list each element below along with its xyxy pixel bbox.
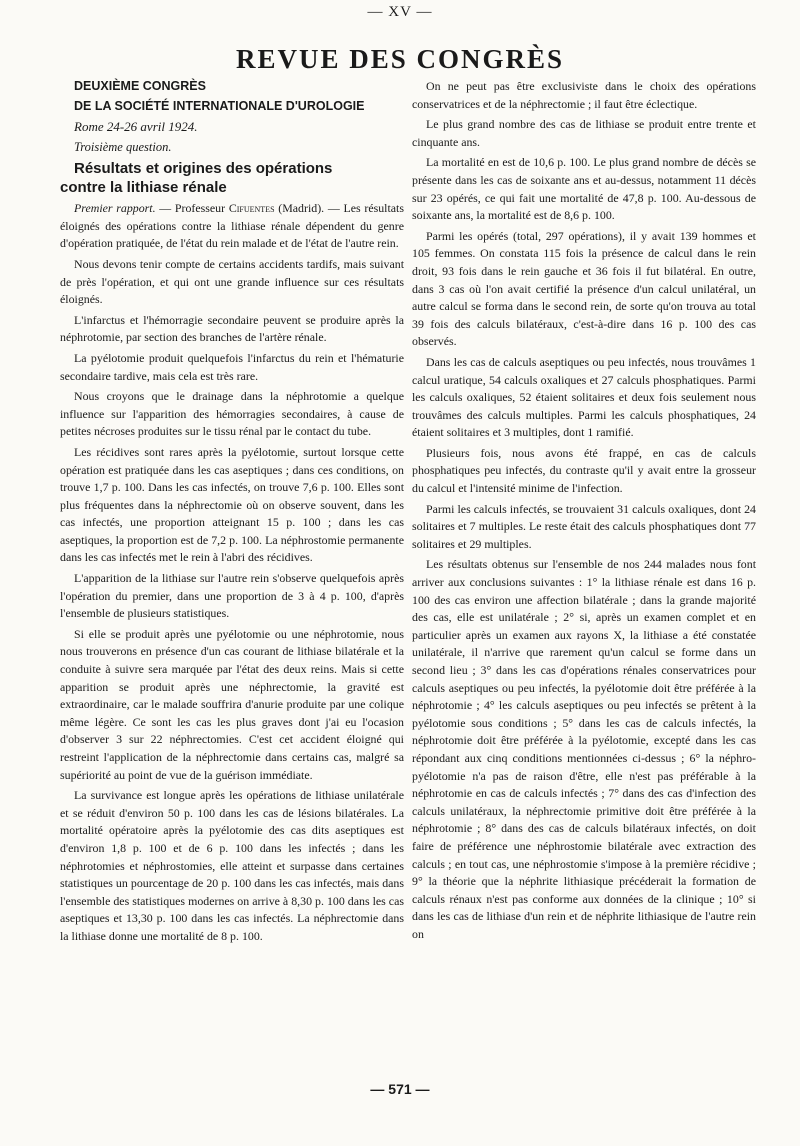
rapport-label: Premier rapport.: [74, 201, 156, 216]
paragraph: Les récidives sont rares après la pyélotomie, surtout lorsque cette opération est pratiquée dans les cas aseptiques ; dans ces conditions, on trouve 1,7 p. 100. Dans les cas infectés, on trouve 7,6 p. 100. Elles sont plus fréquentes dans la néphrectomie où on observe souvent, dans les cas infectés, une proportion atteignant 15 p. 100 ; dans les cas aseptiques, la proportion est de 7,2 p. 100. La néphrostomie permanente dans les cas infectés met le rein à l'abri des récidives.: [60, 444, 404, 565]
intro-text: (Madrid). — Les résultats éloignés des opérations contre la lithiase rénale dépendent du genre d'opération pratiquée, de l'état du rein malade et de l'état de l'autre rein.: [60, 201, 404, 251]
intro-paragraph: [60, 200, 404, 253]
paragraph: Parmi les calculs infectés, se trouvaient 31 calculs oxaliques, dont 24 solitaires et 7 multiples. Le reste était des calculs phosphatiques dont 77 solitaires et 29 multiples.: [412, 501, 756, 551]
congress-title-line1: DEUXIÈME CONGRÈS: [74, 79, 206, 93]
congress-title-line2: DE LA SOCIÉTÉ INTERNATIONALE D'UROLOGIE: [74, 99, 365, 113]
paragraph: Nous devons tenir compte de certains accidents tardifs, mais suivant de près l'opération, et qui ont une grande influence sur ces résultats éloignés.: [60, 256, 404, 307]
author-name: Cifuentes: [228, 201, 275, 216]
page-number: — 571 —: [370, 1081, 430, 1097]
page-number-roman: — XV —: [367, 4, 433, 20]
article-title: [60, 159, 404, 197]
paragraph: Si elle se produit après une pyélotomie ou une néphrotomie, nous nous trouverons en présence d'un cas courant de lithiase bilatérale et la conduite à suivre sera marquée par l'état des deux reins. Mais si cette apparition se produit après une néphrectomie, la gravité est extraordinaire, car le malade souffrira d'anurie produite par une colique même légère. Ce sont les cas les plus graves dont j'ai eu l'ocasion d'observer 3 sur 22 néphrectomies. C'est cet accident éloigné qui restreint l'application de la néphrectomie dans certains cas, malgré sa supériorité au point de vue de la guérison immédiate.: [60, 626, 404, 782]
article-title-line2: contre la lithiase rénale: [60, 179, 227, 197]
question-label: Troisième question.: [74, 139, 172, 154]
right-column: [412, 78, 756, 947]
paragraph: On ne peut pas être exclusiviste dans le choix des opérations conservatrices et de la néphrectomie ; il faut être éclectique.: [412, 79, 756, 111]
paragraph: L'apparition de la lithiase sur l'autre rein s'observe quelquefois après l'opération du premier, dans une proportion de 3 à 4 p. 100, d'après l'ensemble de plusieurs statistiques.: [60, 571, 404, 621]
page-title: REVUE DES CONGRÈS: [235, 44, 565, 74]
left-column: [60, 78, 404, 949]
paragraph: Plusieurs fois, nous avons été frappé, en cas de calculs phosphatiques peu infectés, du contraste qu'il y avait entre la grosseur du calcul et l'intensité minime de l'infection.: [412, 445, 756, 496]
paragraph: L'infarctus et l'hémorragie secondaire peuvent se produire après la néphrotomie, par section des branches de l'artère rénale.: [60, 312, 404, 345]
paragraph: Les résultats obtenus sur l'ensemble de nos 244 malades nous font arriver aux conclusions suivantes : 1° la lithiase rénale est dans 16 p. 100 des cas environ une affection bilatérale ; dans la grande majorité des cas, elle est unilatérale ; 2° si, après un examen complet et en particulier après un examen aux rayons X, la lithiase a été constatée unilatérale, il n'arrive que rarement qu'un calcul se forme dans un second lieu ; 3° dans les cas d'opérations rénales conservatrices pour calculs aseptiques ou peu infectés, la pyélotomie doit être préférée à la néphrotomie ; 4° les calculs aseptiques ou peu infectés se prêtent à la pyélotomie sous conditions ; 5° dans les cas de calculs infectés, la néphrotomie doit être préférée à la pyélotomie, excepté dans les cas répondant aux cinq conditions mentionnées ci-dessus ; 6° la néphro-pyélotomie n'a pas de raison d'être, elle n'est pas préférable à la néphrotomie en cas de calculs infectés ; 7° dans des cas d'infection des calculs unilatéraux, la néphrectomie primitive doit être préférée à la néphrotomie ; 8° dans des cas de calculs bilatéraux infectés, on doit faire de préférence une néphrostomie bilatérale avec extraction des calculs ; en tout cas, une néphrostomie s'impose à la première récidive ; 9° la théorie que la néphrite lithiasique précéderait la formation de calculs rénaux n'est pas conforme aux données de la clinique ; 10° si dans les cas de lithiase d'un rein et de néphrite lithiasique de l'autre rein on: [412, 557, 756, 941]
paragraph: Dans les cas de calculs aseptiques ou peu infectés, nous trouvâmes 1 calcul uratique, 54 calculs oxaliques et 27 calculs phosphatiques. Parmi les calculs oxaliques, 52 étaient solitaires et deux fois seulement nous trouvâmes des calculs multiples. Parmi les calculs phosphatiques, 24 étaient solitaires et 3 multiples, dont 1 ramifié.: [412, 354, 756, 440]
article-title-line1: Résultats et origines des opérations: [74, 160, 333, 178]
paragraph: La survivance est longue après les opérations de lithiase unilatérale et se réduit d'environ 50 p. 100 dans les cas de lésions bilatérales. La mortalité opératoire après la pyélotomie des cas dits aseptiques est d'environ 1,8 p. 100 et de 6 p. 100 dans les infectés ; dans les néphrotomies et néphrostomies, elle atteint et surpasse dans certaines statistiques un pourcentage de 20 p. 100 dans les cas infectés, mais dans l'ensemble des statistiques modernes on arrive à 8,30 p. 100 dans les cas aseptiques et 13,30 p. 100 dans les cas infectés. La néphrectomie dans la lithiase donne une mortalité de 8 p. 100.: [60, 788, 404, 943]
intro-dash: — Professeur: [155, 201, 229, 216]
paragraph: Nous croyons que le drainage dans la néphrotomie a quelque influence sur l'apparition des hémorragies secondaires, à cause de petites nécroses produites sur le tissu rénal par le contact du tube.: [60, 389, 404, 439]
congress-date: Rome 24-26 avril 1924.: [74, 119, 198, 134]
paragraph: Parmi les opérés (total, 297 opérations), il y avait 139 hommes et 105 femmes. On constata 115 fois la présence de calcul dans le rein droit, 93 fois dans le rein gauche et 36 fois il fut bilatéral. En outre, dans 3 cas où l'on avait certifié la présence d'un calcul unilatéral, un autre calcul se forma dans le second rein, de sorte qu'on trouva au total 39 fois des calculs bilatéraux, c'est-à-dire dans 16 p. 100 des cas observés.: [412, 228, 756, 349]
paragraph: La pyélotomie produit quelquefois l'infarctus du rein et l'hématurie secondaire tardive, mais cela est très rare.: [60, 350, 404, 383]
paragraph: Le plus grand nombre des cas de lithiase se produit entre trente et cinquante ans.: [412, 117, 756, 149]
paragraph: La mortalité en est de 10,6 p. 100. Le plus grand nombre de décès se présente dans les cas de soixante ans et au-dessus, notamment 11 décès sur 23 opérés, ce qui fait une mortalité de 47,8 p. 100. Au-dessous de soixante ans, la mortalité est de 8,6 p. 100.: [412, 155, 756, 223]
